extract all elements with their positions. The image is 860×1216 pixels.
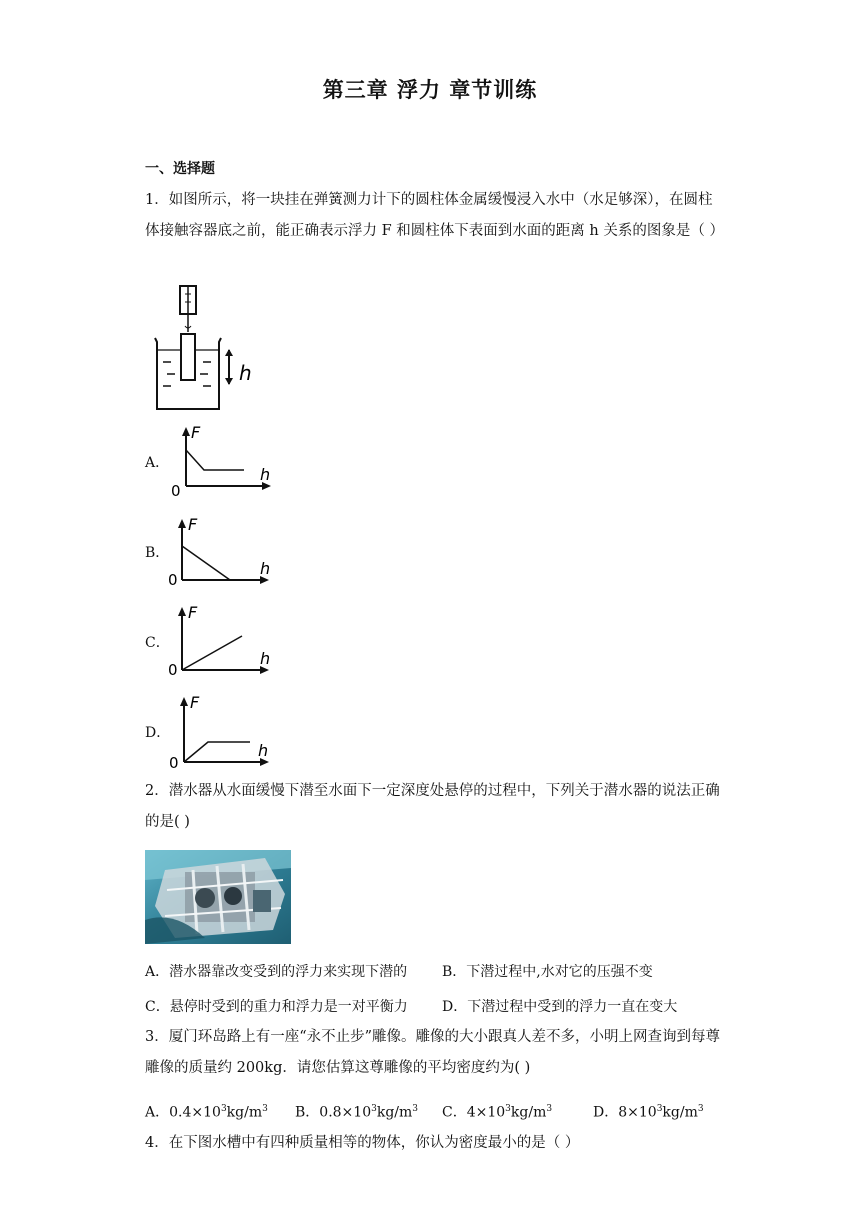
q3-option-a[interactable]: A．$0.4\times 10^3kg/m^3$ xyxy=(145,1104,268,1121)
svg-text:0: 0 xyxy=(168,571,178,586)
svg-text:h: h xyxy=(260,559,271,578)
q1-option-c-graph[interactable] xyxy=(168,602,278,676)
q2-option-d[interactable]: D．下潜过程中受到的浮力一直在变大 xyxy=(442,999,678,1015)
svg-text:h: h xyxy=(260,649,271,668)
q1-option-a-label: A． xyxy=(145,455,170,471)
q1-option-a-graph[interactable] xyxy=(168,424,278,496)
q3-option-b[interactable]: B．$0.8\times 10^3kg/m^3$ xyxy=(295,1104,419,1121)
q1-option-b-label: B． xyxy=(145,545,170,561)
submersible-photo xyxy=(145,850,291,944)
q2-option-c[interactable]: C．悬停时受到的重力和浮力是一对平衡力 xyxy=(145,999,408,1015)
page-title: 第三章 浮力 章节训练 xyxy=(322,78,538,102)
q2-option-a[interactable]: A．潜水器靠改变受到的浮力来实现下潜的 xyxy=(145,964,408,980)
svg-text:0: 0 xyxy=(168,661,178,676)
q1-option-d-label: D． xyxy=(145,725,171,741)
question-1-figure xyxy=(145,282,260,412)
q3-option-c[interactable]: C．$4\times 10^3kg/m^3$ xyxy=(442,1104,553,1121)
question-3-text: 3．厦门环岛路上有一座“永不止步”雕像。雕像的大小跟真人差不多，小明上网查询到每尊雕像的质量约 200kg．请您估算这尊雕像的平均密度约为( ) xyxy=(145,1029,721,1076)
question-4-text: 4．在下图水槽中有四种质量相等的物体，你认为密度最小的是（ ） xyxy=(145,1135,580,1151)
svg-text:F: F xyxy=(191,424,201,442)
svg-text:h: h xyxy=(260,465,271,484)
section-heading: 一、选择题 xyxy=(145,161,215,177)
svg-text:F: F xyxy=(188,515,198,534)
svg-text:F: F xyxy=(188,603,198,622)
svg-text:F: F xyxy=(190,693,200,712)
q2-option-b[interactable]: B．下潜过程中,水对它的压强不变 xyxy=(442,964,653,980)
svg-text:0: 0 xyxy=(169,754,179,770)
q1-option-d-graph[interactable] xyxy=(168,690,278,770)
q1-option-c-label: C． xyxy=(145,635,170,651)
figure-h-label: h xyxy=(239,361,252,385)
question-2-text: 2．潜水器从水面缓慢下潜至水面下一定深度处悬停的过程中，下列关于潜水器的说法正确的是( ) xyxy=(145,783,720,830)
svg-text:h: h xyxy=(258,741,269,760)
q3-option-d[interactable]: D．$8\times 10^3kg/m^3$ xyxy=(593,1104,704,1121)
question-1-text: 1．如图所示，将一块挂在弹簧测力计下的圆柱体金属缓慢浸入水中（水足够深），在圆柱体接触容器底之前，能正确表示浮力 F 和圆柱体下表面到水面的距离 h 关系的图象是（ ） xyxy=(145,192,724,239)
q1-option-b-graph[interactable] xyxy=(168,514,278,586)
svg-text:0: 0 xyxy=(171,482,181,496)
